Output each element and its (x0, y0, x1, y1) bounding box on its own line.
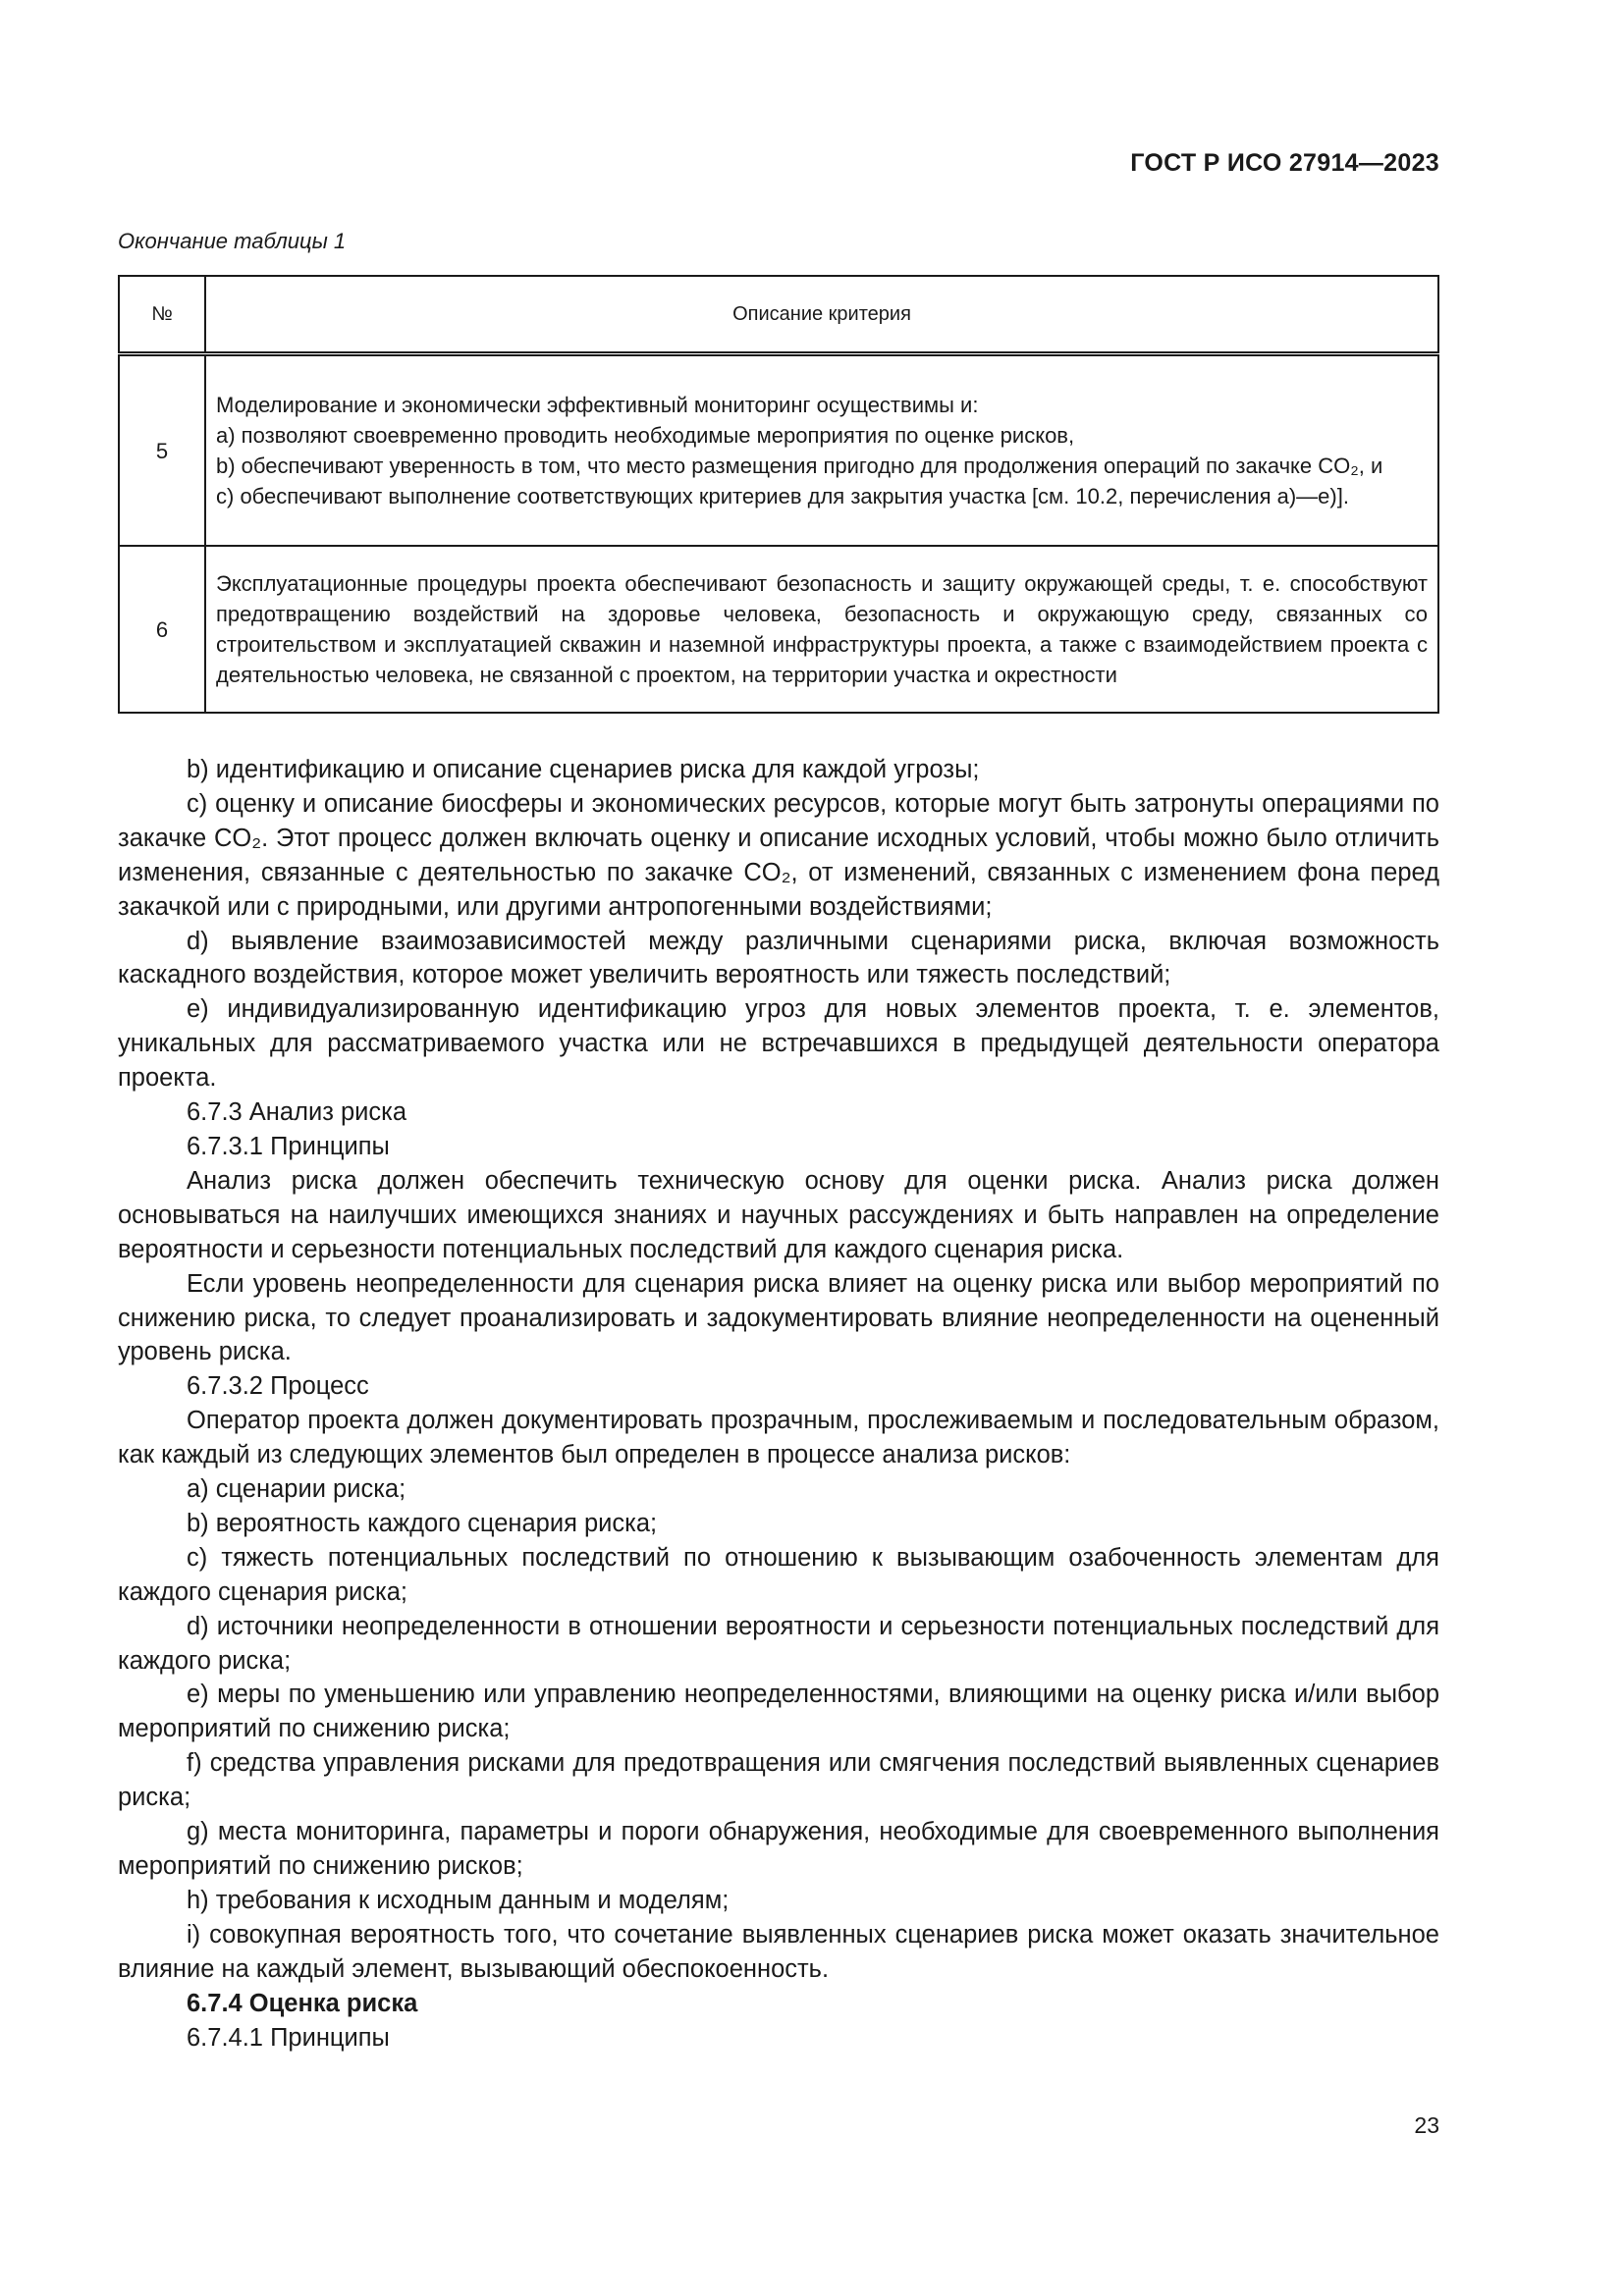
paragraph: e) индивидуализированную идентификацию угроз для новых элементов проекта, т. е. элементов, уникальных для рассматриваемого участка или не встречавшихся в предыдущей деятельности оператора проекта. (118, 995, 1439, 1093)
paragraph: a) сценарии риска; (187, 1475, 406, 1504)
paragraph: i) совокупная вероятность того, что сочетание выявленных сценариев риска может оказать значительное влияние на каждый элемент, вызывающий обеспокоенность. (118, 1920, 1439, 1983)
paragraph: c) оценку и описание биосферы и экономических ресурсов, которые могут быть затронуты операциями по закачке CO₂. Этот процесс должен включать оценку и описание исходных условий, чтобы можно было отличить изменения, связанные с деятельностью по закачке CO₂, от изменений, связанных с изменением фона перед закачкой или с природными, или другими антропогенными воздействиями; (118, 789, 1439, 921)
paragraph: Оператор проекта должен документировать прозрачным, прослеживаемым и последовательным образом, как каждый из следующих элементов был определен в процессе анализа рисков: (118, 1407, 1439, 1469)
table-row (119, 354, 1438, 547)
description-line: b) обеспечивают уверенность в том, что место размещения пригодно для продолжения операций по закачке CO₂, и (216, 454, 1383, 478)
description-line: a) позволяют своевременно проводить необходимые мероприятия по оценке рисков, (216, 423, 1075, 448)
row-number: 5 (119, 354, 205, 547)
description-line: Моделирование и экономически эффективный мониторинг осуществимы и: (216, 393, 979, 417)
page-number: 23 (1414, 2112, 1439, 2138)
paragraph: h) требования к исходным данным и моделям; (187, 1886, 730, 1914)
paragraph: Если уровень неопределенности для сценария риска влияет на оценку риска или выбор мероприятий по снижению риска, то следует проанализировать и задокументировать влияние неопределенности на оцененный уровень риска. (118, 1269, 1439, 1366)
paragraph: f) средства управления рисками для предотвращения или смягчения последствий выявленных сценариев риска; (118, 1749, 1439, 1812)
body-text (118, 753, 1439, 2055)
paragraph: b) вероятность каждого сценария риска; (187, 1509, 658, 1537)
column-header-description: Описание критерия (205, 276, 1438, 354)
paragraph: c) тяжесть потенциальных последствий по отношению к вызывающим озабоченность элементам для каждого сценария риска; (118, 1543, 1439, 1606)
criteria-table (118, 275, 1439, 714)
paragraph: 6.7.3 Анализ риска (187, 1098, 407, 1127)
column-header-number: № (119, 276, 205, 354)
row-description (205, 546, 1438, 713)
row-description (205, 354, 1438, 547)
table-header-row (119, 276, 1438, 354)
paragraph: d) источники неопределенности в отношении вероятности и серьезности потенциальных последствий для каждого риска; (118, 1612, 1439, 1675)
paragraph: 6.7.4 Оценка риска (187, 1989, 418, 2017)
description-line: Эксплуатационные процедуры проекта обеспечивают безопасность и защиту окружающей среды, т. е. способствуют предотвращению воздействий на здоровье человека, безопасность и окружающую среду, связанных со строительством и эксплуатацией скважин и наземной инфраструктуры проекта, а также с взаимодействием проекта с деятельностью человека, не связанной с проектом, на территории участка и окрестности (216, 571, 1428, 687)
paragraph: 6.7.3.1 Принципы (187, 1132, 390, 1160)
description-line: c) обеспечивают выполнение соответствующих критериев для закрытия участка [см. 10.2, перечисления a)—e)]. (216, 484, 1349, 508)
paragraph: b) идентификацию и описание сценариев риска для каждой угрозы; (187, 756, 980, 783)
table-row (119, 546, 1438, 713)
paragraph: e) меры по уменьшению или управлению неопределенностями, влияющими на оценку риска и/или выбор мероприятий по снижению риска; (118, 1681, 1439, 1743)
row-number: 6 (119, 546, 205, 713)
paragraph: 6.7.4.1 Принципы (187, 2023, 390, 2052)
table-caption: Окончание таблицы 1 (118, 229, 347, 253)
paragraph: Анализ риска должен обеспечить техническую основу для оценки риска. Анализ риска должен основываться на наилучших имеющихся знаниях и научных рассуждениях и быть направлен на определение вероятности и серьезности потенциальных последствий для каждого сценария риска. (118, 1166, 1439, 1263)
paragraph: g) места мониторинга, параметры и пороги обнаружения, необходимые для своевременного выполнения мероприятий по снижению рисков; (118, 1818, 1439, 1880)
paragraph: d) выявление взаимозависимостей между различными сценариями риска, включая возможность каскадного воздействия, которое может увеличить вероятность или тяжесть последствий; (118, 927, 1439, 989)
document-code: ГОСТ Р ИСО 27914—2023 (1130, 149, 1439, 177)
paragraph: 6.7.3.2 Процесс (187, 1372, 369, 1401)
